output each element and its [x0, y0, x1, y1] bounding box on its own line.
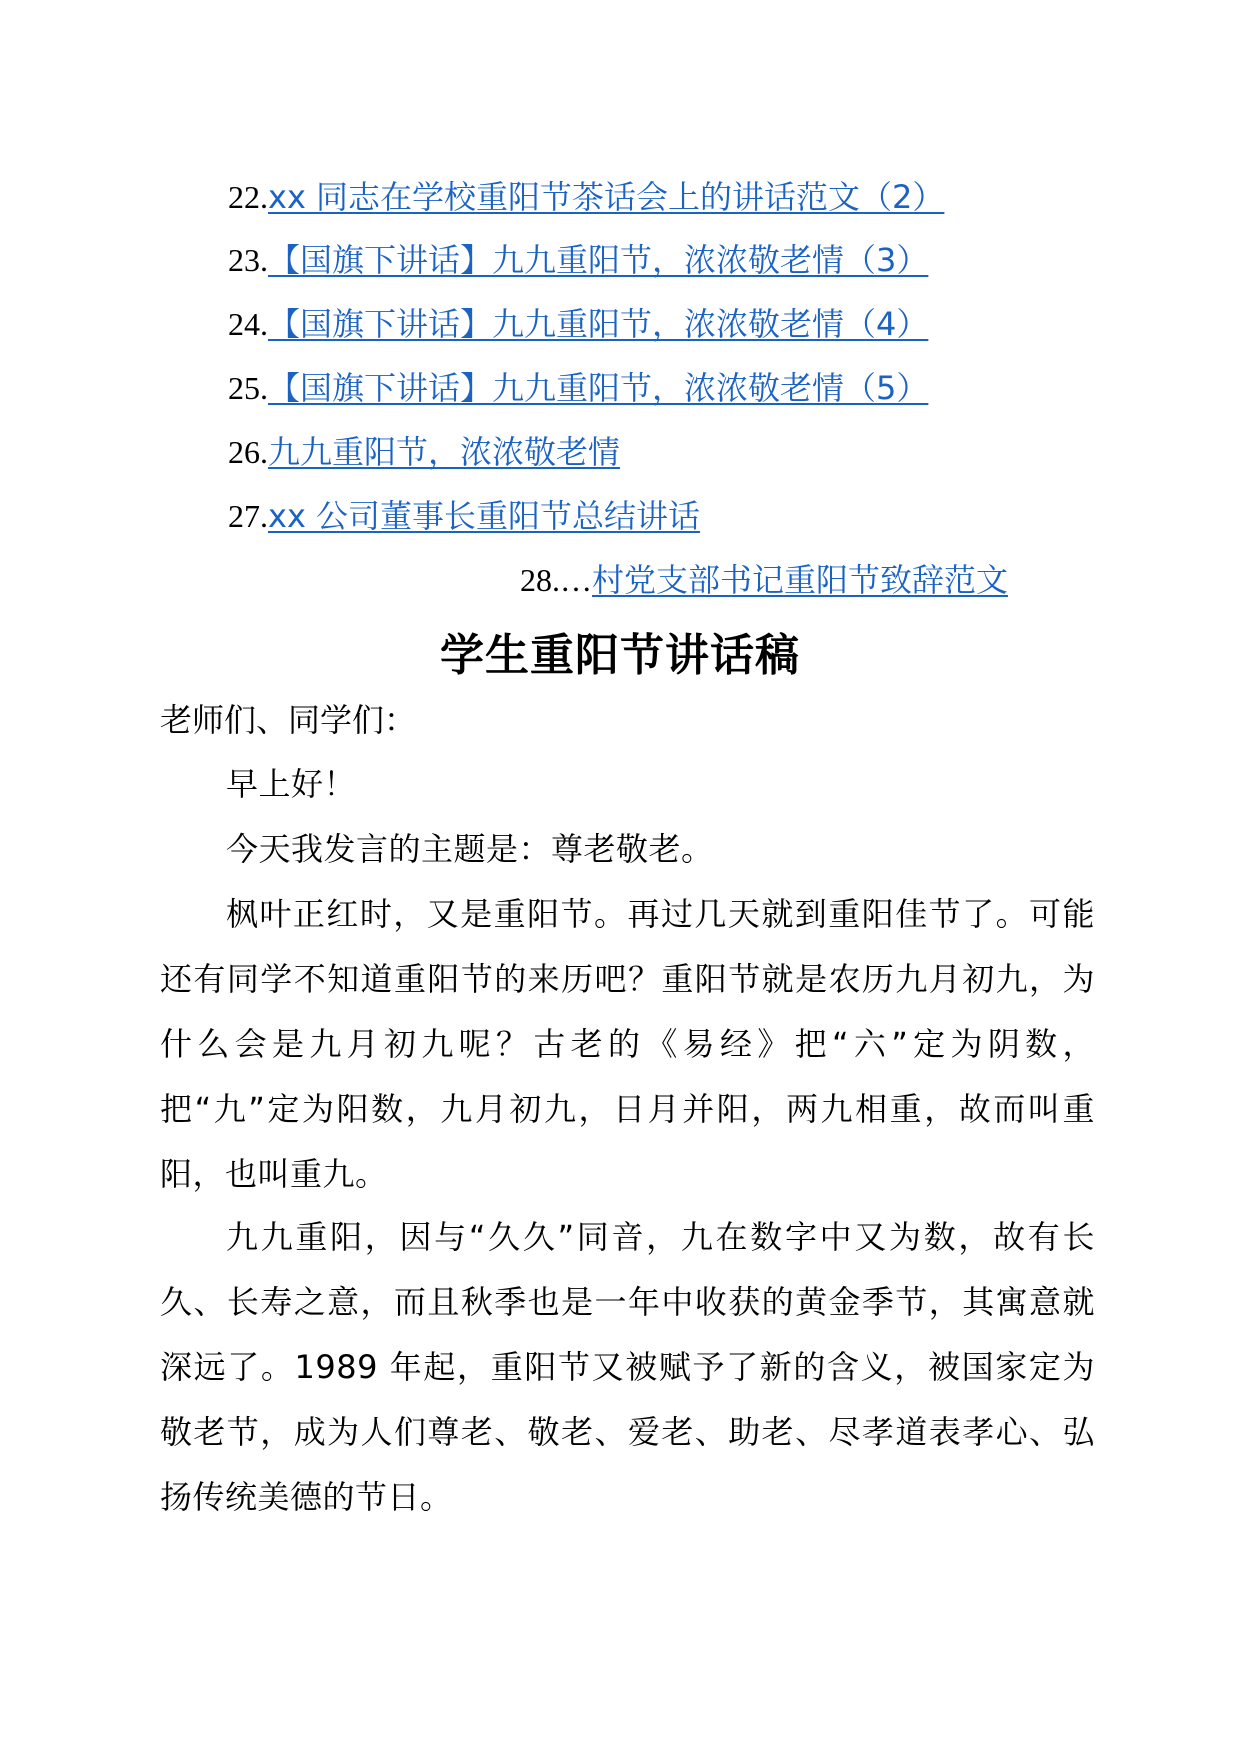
toc-item-28 [520, 560, 1008, 600]
paragraph-origin: 枫叶正红时，又是重阳节。再过几天就到重阳佳节了。可能还有同学不知道重阳节的来历吧？重阳节就是农历九月初九，为什么会是九月初九呢？古老的《易经》把“六”定为阴数，把“九”定为阳数，九月初九，日月并阳，两九相重，故而叫重阳，也叫重九。 [160, 895, 1095, 1193]
toc-item-22 [228, 177, 944, 217]
toc-item-number: 25. [228, 370, 268, 406]
toc-link-26[interactable]: 九九重阳节，浓浓敬老情 [268, 433, 621, 471]
toc-item-27 [228, 496, 700, 536]
toc-item-number: 22. [228, 179, 268, 215]
toc-link-28[interactable]: 村党支部书记重阳节致辞范文 [592, 561, 1009, 599]
toc-item-number: 28.… [520, 562, 592, 598]
toc-link-23[interactable]: 【国旗下讲话】九九重阳节，浓浓敬老情（3） [268, 241, 929, 279]
toc-link-27[interactable]: xx 公司董事长重阳节总结讲话 [268, 497, 701, 535]
toc-item-number: 27. [228, 498, 268, 534]
toc-item-number: 26. [228, 434, 268, 470]
paragraph-topic: 今天我发言的主题是：尊老敬老。 [226, 830, 714, 868]
toc-link-25[interactable]: 【国旗下讲话】九九重阳节，浓浓敬老情（5） [268, 369, 929, 407]
toc-link-22[interactable]: xx 同志在学校重阳节茶话会上的讲话范文（2） [268, 178, 945, 216]
toc-item-25 [228, 368, 928, 408]
paragraph-greeting: 早上好！ [226, 765, 357, 803]
paragraph-meaning: 九九重阳，因与“久久”同音，九在数字中又为数，故有长久、长寿之意，而且秋季也是一年中收获的黄金季节，其寓意就深远了。1989 年起，重阳节又被赋予了新的含义，被国家定为敬老节，成为人们尊老、敬老、爱老、助老、尽孝道表孝心、弘扬传统美德的节日。 [160, 1218, 1095, 1516]
toc-item-number: 24. [228, 306, 268, 342]
toc-item-number: 23. [228, 242, 268, 278]
toc-item-23 [228, 240, 928, 280]
document-title: 学生重阳节讲话稿 [440, 630, 800, 681]
toc-item-24 [228, 304, 928, 344]
salutation: 老师们、同学们： [160, 701, 417, 739]
toc-link-24[interactable]: 【国旗下讲话】九九重阳节，浓浓敬老情（4） [268, 305, 929, 343]
toc-item-26 [228, 432, 620, 472]
